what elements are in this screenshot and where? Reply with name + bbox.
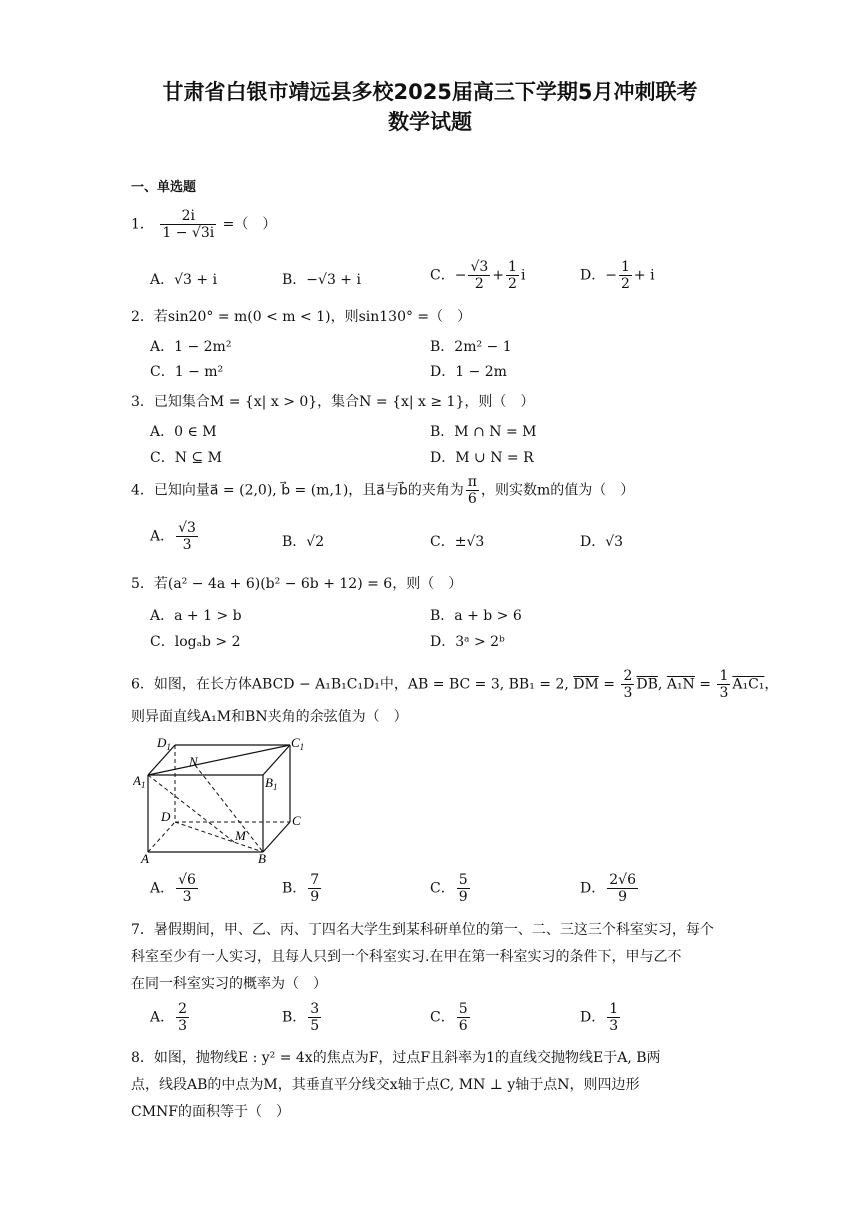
q7-option-d: D． $\frac{1}{3}$ xyxy=(580,1001,619,1034)
svg-text:B: B xyxy=(258,851,266,863)
question-8-line-1: 8．如图，抛物线E : y² = 4x的焦点为F，过点F且斜率为1的直线交抛物线E于A, B两 xyxy=(131,1050,661,1066)
q1-fraction: $\frac{2i}{1 - √3i}$ xyxy=(162,208,215,241)
q6-option-d: D． $\frac{2√6}{9}$ xyxy=(580,872,636,905)
q6-option-c: C． $\frac{5}{9}$ xyxy=(430,872,468,905)
q1-option-d: D．− $\frac{1}{2}$ + i xyxy=(580,259,655,292)
question-5: 5．若(a² − 4a + 6)(b² − 6b + 12) = 6，则（ ） xyxy=(131,576,463,592)
question-4: 4．已知向量a⃗ = (2,0), b⃗ = (m,1)，且a⃗与b⃗的夹角为 $\frac{\pi}{6}$ ，则实数m的值为（ ） xyxy=(131,474,635,507)
svg-text:A: A xyxy=(141,851,149,863)
question-6-line-1: 6．如图，在长方体ABCD − A₁B₁C₁D₁中，AB = BC = 3, BB₁ = 2, $\overline{DM}$ = $\frac{2}{3}$ $\overline{DB}$, A₁N = $\frac{1}{3}$ A₁C₁， xyxy=(131,668,779,701)
question-7-line-3: 在同一科室实习的概率为（ ） xyxy=(131,976,327,992)
q1-option-c: C．− $\frac{√3}{2}$ + $\frac{1}{2}$ i xyxy=(430,259,526,292)
q4-option-c: C．±√3 xyxy=(430,534,485,550)
svg-text:M: M xyxy=(235,828,246,843)
question-7-line-1: 7．暑假期间，甲、乙、丙、丁四名大学生到某科研单位的第一、二、三这三个科室实习，每个 xyxy=(131,922,714,938)
q4-option-b: B．√2 xyxy=(282,534,325,550)
q3-option-d: D．M ∪ N = R xyxy=(430,450,534,466)
q7-option-a: A． $\frac{2}{3}$ xyxy=(150,1001,188,1034)
q5-option-d: D．3ᵃ > 2ᵇ xyxy=(430,634,505,650)
question-2: 2．若sin20° = m(0 < m < 1)，则sin130° =（ ） xyxy=(131,309,472,325)
q7-option-c: C． $\frac{5}{6}$ xyxy=(430,1001,468,1034)
question-8-line-3: CMNF的面积等于（ ） xyxy=(131,1104,291,1120)
svg-text:N: N xyxy=(189,754,198,769)
q3-option-a: A．0 ∈ M xyxy=(150,424,217,440)
q2-option-c: C．1 − m² xyxy=(150,364,224,380)
q4-option-d: D．√3 xyxy=(580,534,624,550)
question-8-line-2: 点，线段AB的中点为M，其垂直平分线交x轴于点C, MN ⊥ y轴于点N，则四边形 xyxy=(131,1077,640,1093)
q2-option-b: B．2m² − 1 xyxy=(430,339,512,355)
q2-option-a: A．1 − 2m² xyxy=(150,339,232,355)
svg-text:C1: $C_1$ xyxy=(291,735,305,752)
q3-option-c: C．N ⊆ M xyxy=(150,450,222,466)
q4-option-a: A． $\frac{√3}{3}$ xyxy=(150,520,196,553)
question-7-line-2: 科室至少有一人实习，且每人只到一个科室实习.在甲在第一科室实习的条件下，甲与乙不 xyxy=(131,949,682,965)
svg-text:B1: $B_1$ xyxy=(265,775,278,792)
exam-title: 甘肃省白银市靖远县多校2025届高三下学期5月冲刺联考 xyxy=(162,80,698,104)
question-1: 1． $\frac{2i}{1 - √3i}$ =（ ） xyxy=(131,208,277,241)
question-3: 3．已知集合M = {x| x > 0}，集合N = {x| x ≥ 1}，则（ ） xyxy=(131,394,535,410)
question-6-line-2: 则异面直线A₁M和BN夹角的余弦值为（ ） xyxy=(131,709,408,725)
q7-option-b: B． $\frac{3}{5}$ xyxy=(282,1001,320,1034)
svg-text:C: C xyxy=(292,813,301,828)
svg-text:D1: $D_1$ xyxy=(157,735,171,752)
q1-option-a: A．√3 + i xyxy=(150,272,218,288)
exam-subtitle: 数学试题 xyxy=(388,110,472,134)
section-heading: 一、单选题 xyxy=(131,180,197,195)
svg-text:D: D xyxy=(161,809,171,824)
q6-option-b: B． $\frac{7}{9}$ xyxy=(282,872,320,905)
q6-option-a: A． $\frac{√6}{3}$ xyxy=(150,872,196,905)
q3-option-b: B．M ∩ N = M xyxy=(430,424,537,440)
cuboid-figure xyxy=(133,733,313,863)
q2-option-d: D．1 − 2m xyxy=(430,364,507,380)
q5-option-c: C．logₐb > 2 xyxy=(150,634,241,650)
q5-option-b: B．a + b > 6 xyxy=(430,608,522,624)
q1-option-b: B．−√3 + i xyxy=(282,272,361,288)
svg-text:A1: $A_1$ xyxy=(133,773,146,790)
q5-option-a: A．a + 1 > b xyxy=(150,608,242,624)
